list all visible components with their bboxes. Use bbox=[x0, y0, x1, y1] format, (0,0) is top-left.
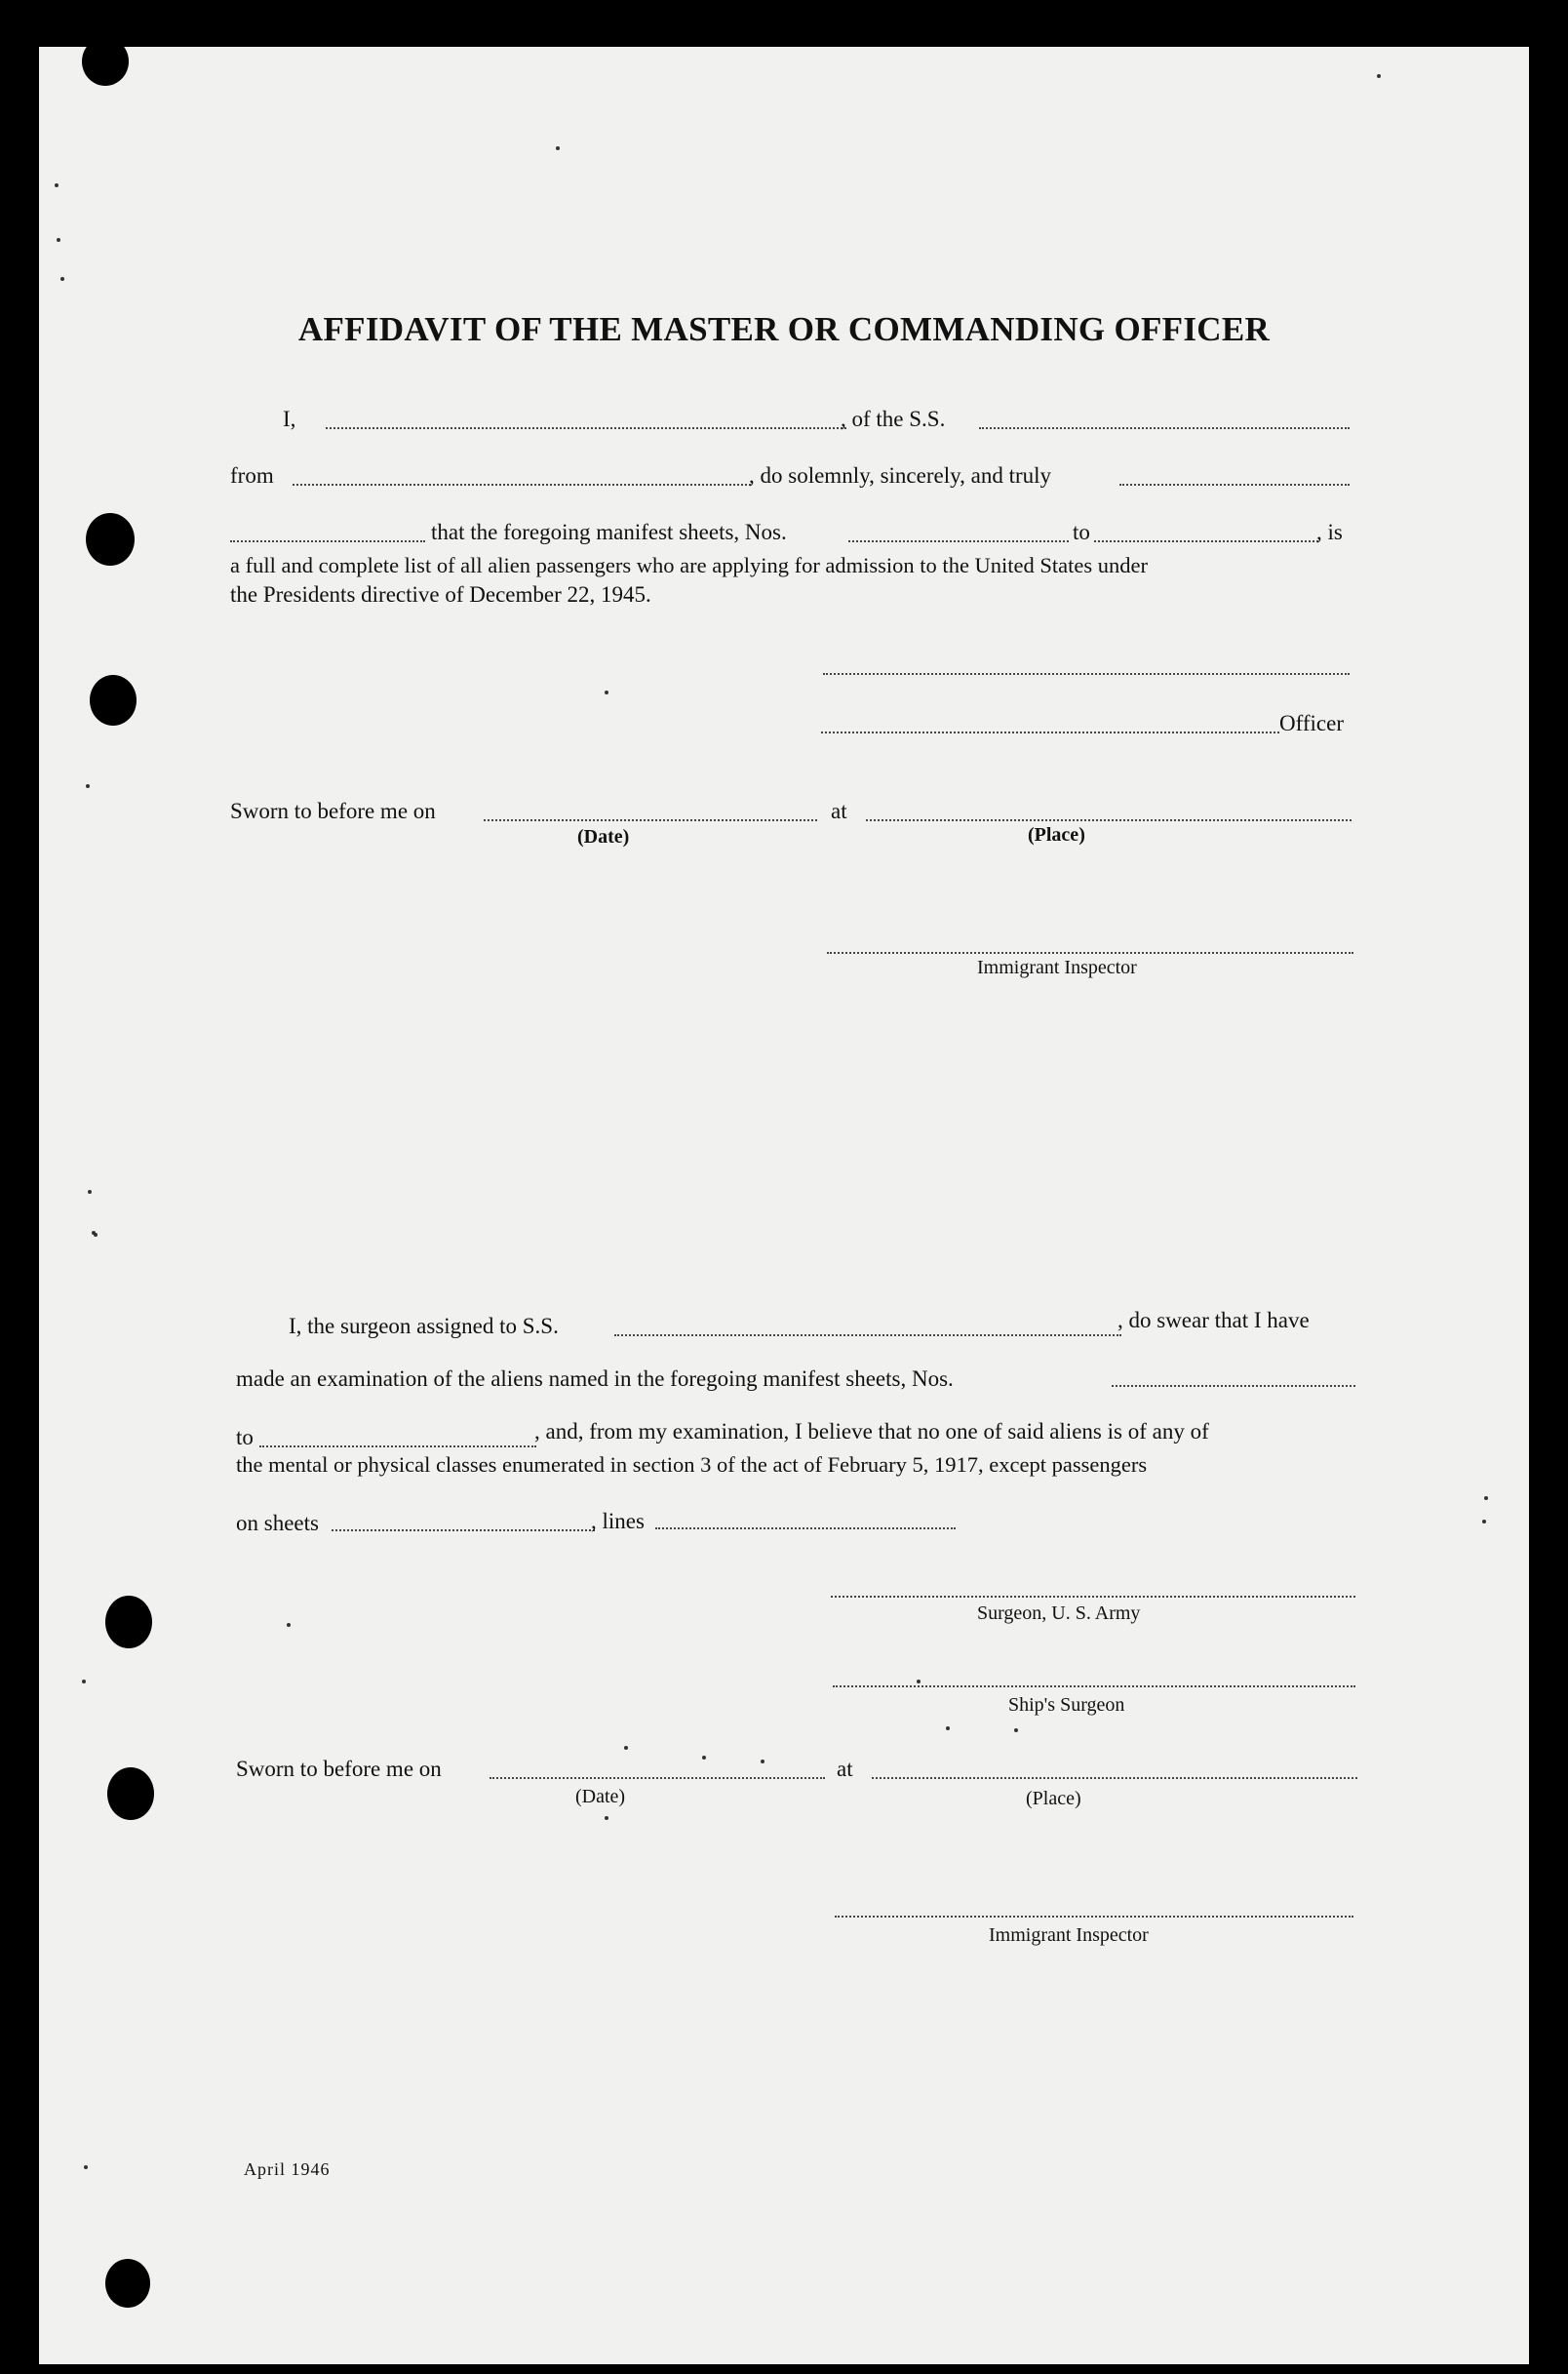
surgeon-line1-start: I, the surgeon assigned to S.S. bbox=[289, 1314, 559, 1338]
master-line1-start: I, bbox=[283, 407, 296, 431]
surgeon-except-sheets-blank bbox=[332, 1529, 595, 1531]
surgeon-inspector-signature-line bbox=[835, 1916, 1353, 1918]
oath-blank-2 bbox=[230, 540, 425, 542]
scan-speck bbox=[57, 238, 60, 242]
surgeon-lines-blank bbox=[655, 1527, 956, 1529]
surgeon-line5-sheets: on sheets bbox=[236, 1511, 319, 1535]
ship-surgeon-signature-line bbox=[833, 1685, 1355, 1687]
master-inspector-label: Immigrant Inspector bbox=[977, 957, 1137, 978]
scan-speck bbox=[86, 784, 90, 788]
surgeon-place-caption: (Place) bbox=[1026, 1788, 1081, 1809]
document-page bbox=[39, 47, 1529, 2364]
scan-speck bbox=[605, 1816, 608, 1820]
master-signature-line bbox=[823, 673, 1350, 675]
surgeon-line1-end: , do swear that I have bbox=[1117, 1308, 1310, 1332]
army-surgeon-label: Surgeon, U. S. Army bbox=[977, 1602, 1141, 1624]
punch-hole-6 bbox=[105, 2259, 150, 2308]
scan-speck bbox=[82, 1680, 86, 1683]
surgeon-line3-rest: , and, from my examination, I believe that no one of said aliens is of any of bbox=[534, 1419, 1209, 1444]
master-line1-ss: , of the S.S. bbox=[841, 407, 946, 431]
master-line3-to: to bbox=[1073, 520, 1090, 544]
surgeon-sworn-label: Sworn to before me on bbox=[236, 1757, 442, 1781]
master-line2-solemnly: , do solemnly, sincerely, and truly bbox=[749, 463, 1052, 488]
scan-speck bbox=[1377, 74, 1381, 78]
sheet-to-blank bbox=[1094, 540, 1318, 542]
surgeon-sheets-blank bbox=[1112, 1385, 1355, 1387]
scan-speck bbox=[1014, 1728, 1018, 1732]
scan-speck bbox=[556, 146, 560, 150]
scan-speck bbox=[88, 1190, 92, 1194]
master-sworn-label: Sworn to before me on bbox=[230, 799, 436, 823]
punch-hole-3 bbox=[90, 675, 137, 726]
punch-hole-5 bbox=[107, 1767, 154, 1820]
form-date: April 1946 bbox=[244, 2159, 331, 2179]
ship-name-blank bbox=[979, 427, 1350, 429]
scan-speck bbox=[84, 2165, 88, 2169]
punch-hole-1 bbox=[82, 37, 129, 86]
punch-hole-4 bbox=[105, 1596, 152, 1648]
scan-speck bbox=[1482, 1520, 1486, 1523]
scan-speck bbox=[946, 1726, 950, 1730]
name-blank bbox=[326, 427, 846, 429]
surgeon-inspector-label: Immigrant Inspector bbox=[989, 1924, 1149, 1946]
scan-speck bbox=[761, 1760, 764, 1763]
scan-speck bbox=[1484, 1496, 1488, 1500]
scan-speck bbox=[94, 1233, 98, 1237]
surgeon-line4: the mental or physical classes enumerated in section 3 of the act of February 5, 1917, except passengers bbox=[236, 1452, 1148, 1477]
surgeon-ship-blank bbox=[614, 1334, 1121, 1336]
oath-blank bbox=[1119, 484, 1350, 486]
surgeon-line5-lines: , lines bbox=[591, 1509, 645, 1533]
master-line5: the Presidents directive of December 22, 1945. bbox=[230, 582, 651, 607]
scan-speck bbox=[60, 277, 64, 281]
scan-speck bbox=[702, 1756, 706, 1760]
surgeon-line3-to: to bbox=[236, 1425, 254, 1449]
master-date-caption: (Date) bbox=[577, 826, 630, 848]
officer-signature-line bbox=[821, 732, 1279, 733]
scan-speck bbox=[605, 691, 608, 694]
master-line2-from: from bbox=[230, 463, 274, 488]
port-blank bbox=[293, 484, 751, 486]
surgeon-at-label: at bbox=[837, 1757, 853, 1781]
master-at-label: at bbox=[831, 799, 847, 823]
surgeon-sworn-date-blank bbox=[490, 1777, 825, 1779]
scan-speck bbox=[287, 1623, 291, 1627]
sheet-from-blank bbox=[848, 540, 1069, 542]
scan-speck bbox=[55, 183, 59, 187]
master-line3-is: , is bbox=[1316, 520, 1343, 544]
ship-surgeon-label: Ship's Surgeon bbox=[1008, 1694, 1125, 1716]
master-sworn-place-blank bbox=[866, 819, 1352, 821]
scan-speck bbox=[624, 1746, 628, 1750]
army-surgeon-signature-line bbox=[831, 1596, 1355, 1598]
master-sworn-date-blank bbox=[484, 819, 817, 821]
master-line4: a full and complete list of all alien passengers who are applying for admission to the United States under bbox=[230, 553, 1149, 577]
officer-label: Officer bbox=[1279, 711, 1344, 735]
surgeon-line2: made an examination of the aliens named in the foregoing manifest sheets, Nos. bbox=[236, 1366, 954, 1391]
surgeon-sworn-place-blank bbox=[872, 1777, 1357, 1779]
punch-hole-2 bbox=[86, 513, 135, 566]
surgeon-to-blank bbox=[259, 1445, 536, 1447]
master-place-caption: (Place) bbox=[1028, 824, 1085, 846]
master-line3-manifest: that the foregoing manifest sheets, Nos. bbox=[431, 520, 787, 544]
scan-speck bbox=[917, 1680, 921, 1683]
master-inspector-signature-line bbox=[827, 952, 1353, 954]
document-title: AFFIDAVIT OF THE MASTER OR COMMANDING OFFICER bbox=[297, 310, 1271, 348]
surgeon-date-caption: (Date) bbox=[575, 1786, 626, 1807]
